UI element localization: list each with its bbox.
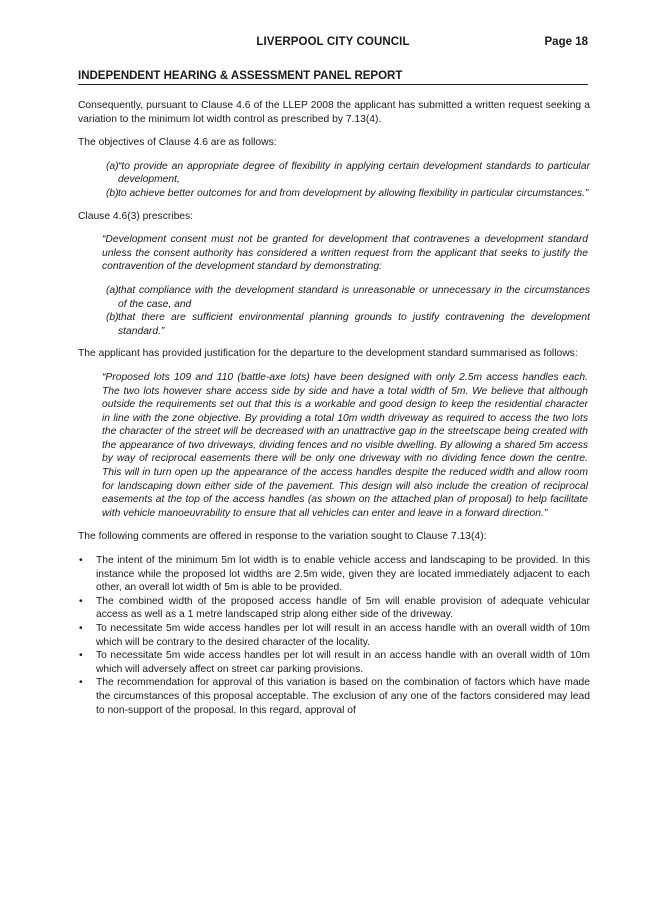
list-item — [78, 595, 590, 622]
quote-applicant-justification: “Proposed lots 109 and 110 (battle-axe lots) have been designed with only 2.5m access handles each. The two lots however share access side by side and have a total width of 5m. We believe that although outside the requirements set out that this is a workable and good design to keep the residential character in line with the zone objective. By providing a total 10m width driveway as required to access the two lots the character of the street will be decreased with an unattractive gap in the streetscape being created with the appearance of two driveways, dividing fences and no visible dwelling. By allowing a shared 5m access by way of reciprocal easements there will be only one driveway with no dividing fence down the centre. This will in turn open up the appearance of the access handles despite the reduced width and allow room for landscaping down either side of the pavement. This design will also include the creation of reciprocal easements at the top of the access handles (as shown on the attached plan of proposal) to help facilitate with vehicle manoeuvrability to ensure that all vehicles can enter and leave in a forward direction.” — [102, 371, 588, 519]
list-item-text: to achieve better outcomes for and from development by allowing flexibility in particular circumstances.” — [118, 187, 589, 199]
paragraph-applicant-justification: The applicant has provided justification for the departure to the development standard summarised as follows: — [78, 348, 578, 360]
report-title: INDEPENDENT HEARING & ASSESSMENT PANEL REPORT — [78, 70, 588, 85]
list-item — [78, 649, 590, 676]
list-item-text: To necessitate 5m wide access handles per lot will result in an access handle with an overall width of 10m which will be contrary to the desired character of the locality. — [96, 623, 590, 648]
list-item — [78, 187, 590, 201]
list-item — [78, 622, 590, 649]
list-item — [78, 160, 590, 187]
bullet-icon: • — [79, 677, 83, 689]
page-number: Page 18 — [544, 36, 588, 48]
list-marker: (a) — [106, 284, 119, 296]
quote-development-consent: “Development consent must not be granted for development that contravenes a development standard unless the consent authority has considered a written request from the applicant that seeks to justify the contravention of the development standard by demonstrating: — [102, 234, 588, 273]
comments-list — [78, 554, 590, 717]
bullet-icon: • — [79, 595, 83, 607]
list-item — [78, 284, 590, 311]
paragraph-clause-request: Consequently, pursuant to Clause 4.6 of the LLEP 2008 the applicant has submitted a written request seeking a variation to the minimum lot width control as prescribed by 7.13(4). — [78, 100, 590, 125]
list-item-text: “to provide an appropriate degree of flexibility in applying certain development standards to particular development, — [118, 160, 590, 186]
list-item-text: The intent of the minimum 5m lot width is to enable vehicle access and landscaping to be provided. In this instance while the proposed lot widths are 2.5m wide, given they are located immediately adjacent to each other, an overall lot width of 5m is able to be provided. — [96, 555, 590, 594]
bullet-icon: • — [79, 623, 83, 634]
paragraph-comments-intro: The following comments are offered in response to the variation sought to Clause 7.13(4): — [78, 531, 487, 543]
council-name: LIVERPOOL CITY COUNCIL — [256, 36, 410, 48]
objectives-list — [78, 160, 590, 201]
list-item — [78, 554, 590, 595]
bullet-icon: • — [79, 650, 83, 662]
paragraph-objectives-intro: The objectives of Clause 4.6 are as follows: — [78, 137, 277, 149]
bullet-icon: • — [79, 555, 83, 567]
list-marker: (b) — [106, 187, 119, 199]
list-item-text: that there are sufficient environmental planning grounds to justify contravening the development standard.” — [118, 312, 590, 337]
list-item-text: To necessitate 5m wide access handles per lot will result in an access handle with an overall width of 10m which will adversely affect on street car parking provisions. — [96, 650, 590, 675]
conditions-list — [78, 284, 590, 338]
list-item — [78, 311, 590, 338]
list-item-text: that compliance with the development standard is unreasonable or unnecessary in the circumstances of the case, and — [118, 284, 590, 310]
list-marker: (a) — [106, 160, 119, 172]
list-item-text: The recommendation for approval of this variation is based on the combination of factors which have made the circumstances of this proposal acceptable. The exclusion of any one of the factors considered may lead to non-support of the proposal. In this regard, approval of — [96, 677, 590, 716]
list-item — [78, 676, 590, 717]
paragraph-clause-prescribes: Clause 4.6(3) prescribes: — [78, 210, 194, 222]
page-header — [78, 36, 588, 52]
document-body — [78, 99, 590, 717]
list-marker: (b) — [106, 312, 119, 324]
list-item-text: The combined width of the proposed access handle of 5m will enable provision of adequate vehicular access as well as a 1 metre landscaped strip along either side of the driveway. — [96, 595, 590, 621]
